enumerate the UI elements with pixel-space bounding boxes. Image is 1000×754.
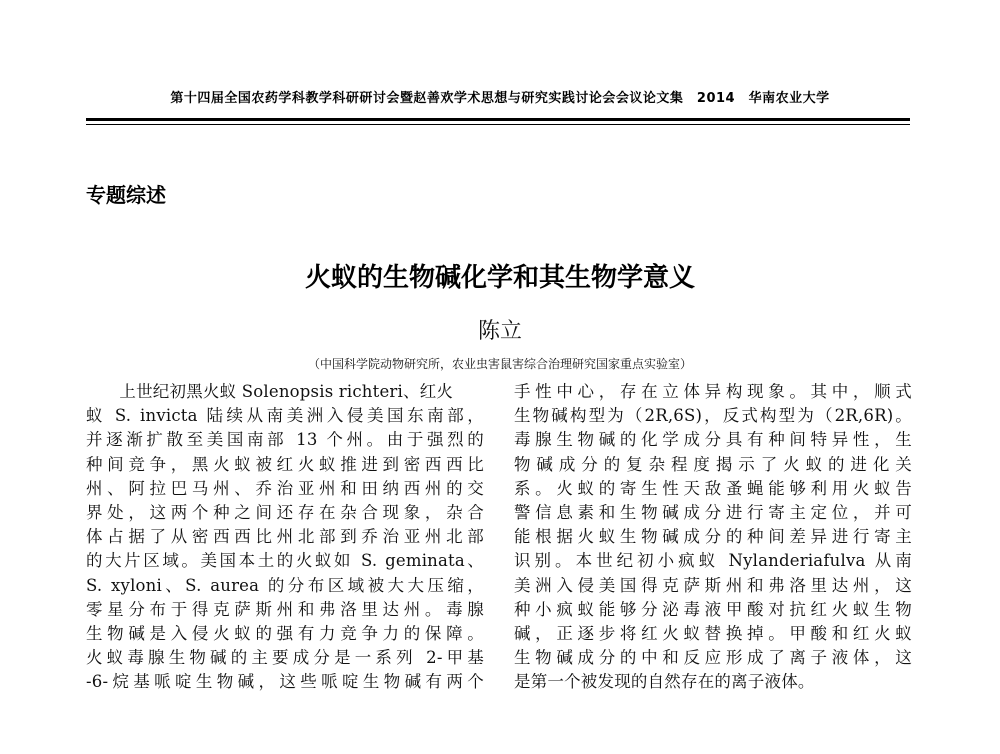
body-line: 种间竞争，黑火蚁被红火蚁推进到密西西比	[86, 454, 484, 474]
body-line: 上世纪初黑火蚁 Solenopsis richteri、红火	[86, 382, 454, 401]
body-line: S. xyloni、S. aurea 的分布区域被大大压缩，	[86, 575, 484, 595]
body-column-right	[514, 380, 912, 694]
body-column-left	[86, 380, 484, 694]
body-line: 警信息素和生物碱成分进行寄主定位，并可	[514, 502, 912, 522]
running-header: 第十四届全国农药学科教学科研研讨会暨赵善欢学术思想与研究实践讨论会会议论文集 2014 华南农业大学	[170, 91, 830, 106]
body-line: 的大片区域。美国本土的火蚁如 S. geminata、	[86, 551, 484, 571]
body-line: 种小疯蚁能够分泌毒液甲酸对抗红火蚁生物	[514, 599, 912, 619]
body-line: -6-烷基哌啶生物碱，这些哌啶生物碱有两个	[86, 672, 484, 692]
author-name: 陈立	[477, 319, 522, 344]
body-line: 生物碱成分的中和反应形成了离子液体，这	[514, 648, 912, 668]
body-line: 火蚁毒腺生物碱的主要成分是一系列 2-甲基	[86, 648, 484, 668]
header-rule-thick	[86, 118, 910, 121]
body-line: 零星分布于得克萨斯州和弗洛里达州。毒腺	[86, 599, 484, 619]
body-line: 体占据了从密西西比州北部到乔治亚州北部	[86, 527, 484, 547]
body-line: 毒腺生物碱的化学成分具有种间特异性，生	[514, 430, 912, 450]
body-line: 生物碱构型为（2R,6S)，反式构型为（2R,6R)。	[514, 406, 912, 426]
body-line: 碱，正逐步将红火蚁替换掉。甲酸和红火蚁	[514, 623, 912, 643]
body-line: 能根据火蚁生物碱成分的种间差异进行寄主	[514, 527, 912, 547]
body-line: 界处，这两个种之间还存在杂合现象，杂合	[86, 502, 484, 522]
body-line: 生物碱是入侵火蚁的强有力竞争力的保障。	[86, 623, 484, 643]
body-line: 并逐渐扩散至美国南部 13 个州。由于强烈的	[86, 430, 484, 450]
body-line: 蚁 S. invicta 陆续从南美洲入侵美国东南部，	[86, 406, 484, 426]
body-line: 是第一个被发现的自然存在的离子液体。	[514, 672, 815, 692]
header-rule-thin	[86, 124, 910, 125]
body-line: 美洲入侵美国得克萨斯州和弗洛里达州，这	[514, 575, 912, 595]
body-line: 州、阿拉巴马州、乔治亚州和田纳西州的交	[86, 478, 484, 498]
article-title: 火蚁的生物碱化学和其生物学意义	[304, 263, 695, 293]
body-line: 物碱成分的复杂程度揭示了火蚁的进化关	[514, 454, 912, 474]
body-line: 手性中心，存在立体异构现象。其中，顺式	[514, 382, 912, 401]
body-line: 识别。本世纪初小疯蚁 Nylanderiafulva 从南	[514, 551, 912, 571]
author-affiliation: （中国科学院动物研究所，农业虫害鼠害综合治理研究国家重点实验室）	[307, 357, 692, 371]
body-line: 系。火蚁的寄生性天敌蚤蝇能够利用火蚁告	[514, 478, 912, 498]
section-label: 专题综述	[86, 183, 166, 207]
